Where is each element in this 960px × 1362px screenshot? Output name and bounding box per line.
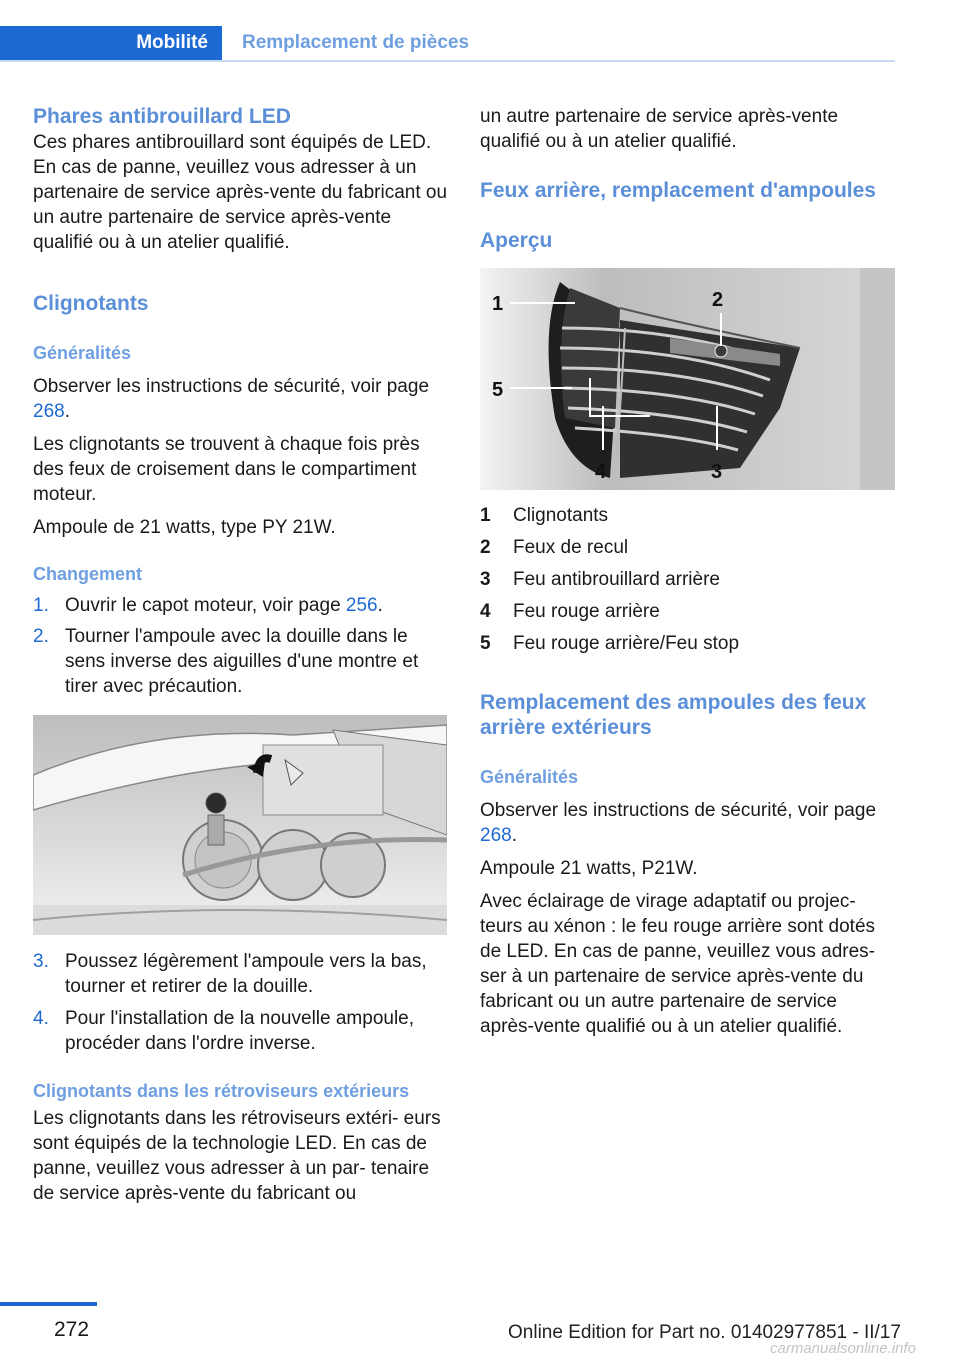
observer-text: Observer les instructions de sécurité, voir page bbox=[33, 376, 430, 397]
figure-label-4: 4 bbox=[595, 461, 607, 483]
legend-text: Feu rouge arrière/Feu stop bbox=[513, 633, 740, 654]
heading-generalites-2: Généralités bbox=[480, 767, 579, 787]
step-period: . bbox=[377, 595, 383, 616]
heading-apercu: Aperçu bbox=[480, 229, 553, 252]
step-text: Pour l'installation de la nouvelle ampoule, procéder dans l'ordre inverse. bbox=[65, 1008, 415, 1054]
figure-label-5: 5 bbox=[492, 379, 504, 401]
engine-bay-illustration bbox=[33, 715, 447, 935]
watermark: carmanualsonline.info bbox=[770, 1340, 916, 1357]
heading-phares-antibrouillard: Phares antibrouillard LED bbox=[33, 105, 291, 128]
step-3 bbox=[33, 949, 449, 999]
paragraph-eclairage: Avec éclairage de virage adaptatif ou projec- teurs au xénon : le feu rouge arrière sont dotés de LED. En cas de panne, veuillez vous adres- ser à un partenaire de service après-vente du fabricant ou un autre partenaire de service après-vente qualifié ou à un atelier qualifié. bbox=[480, 891, 876, 1037]
heading-generalites: Généralités bbox=[33, 343, 132, 363]
page-link-268[interactable]: 268 bbox=[33, 401, 65, 422]
tab-remplacement-de-pieces[interactable]: Remplacement de pièces bbox=[242, 32, 470, 53]
figure-label-3: 3 bbox=[711, 461, 723, 483]
step-text: Tourner l'ampoule avec la douille dans le sens inverse des aiguilles d'une montre et tirer avec précaution. bbox=[65, 626, 419, 697]
observer-period: . bbox=[511, 825, 517, 846]
tail-light-illustration bbox=[480, 268, 895, 490]
step-text: Poussez légèrement l'ampoule vers la bas, tourner et retirer de la douille. bbox=[65, 951, 427, 997]
legend-text: Feu rouge arrière bbox=[513, 601, 660, 622]
legend-number: 3 bbox=[480, 569, 491, 590]
steps-list bbox=[33, 593, 449, 699]
paragraph-ampoule: Ampoule de 21 watts, type PY 21W. bbox=[33, 517, 336, 538]
header-divider bbox=[0, 60, 895, 62]
figure-label-1: 1 bbox=[492, 293, 504, 315]
heading-remplacement-ampoules: Remplacement des ampoules des feux arrière extérieurs bbox=[480, 691, 867, 739]
page-link-256[interactable]: 256 bbox=[345, 595, 378, 616]
legend-number: 5 bbox=[480, 633, 491, 654]
observer-period: . bbox=[64, 401, 70, 422]
tab-mobilite[interactable]: Mobilité bbox=[0, 26, 222, 60]
footer-accent-line bbox=[0, 1302, 97, 1306]
step-4 bbox=[33, 1006, 449, 1056]
legend-item bbox=[480, 532, 896, 564]
steps-list-continued bbox=[33, 949, 449, 1056]
step-2 bbox=[33, 624, 449, 699]
legend-item bbox=[480, 500, 896, 532]
observer-text: Observer les instructions de sécurité, voir page bbox=[480, 800, 877, 821]
legend-item bbox=[480, 628, 896, 660]
step-1 bbox=[33, 593, 449, 618]
page-number: 272 bbox=[54, 1318, 90, 1341]
page-link-268[interactable]: 268 bbox=[480, 825, 512, 846]
legend-text: Clignotants bbox=[513, 505, 609, 526]
paragraph-observer bbox=[33, 374, 449, 424]
heading-feux-arriere: Feux arrière, remplacement d'ampoules bbox=[480, 179, 876, 202]
step-number: 2. bbox=[33, 626, 49, 647]
footer-edition: Online Edition for Part no. 01402977851 - II/17 bbox=[508, 1322, 901, 1343]
step-number: 4. bbox=[33, 1008, 49, 1029]
paragraph-observer-2 bbox=[480, 798, 896, 848]
paragraph-phares: Ces phares antibrouillard sont équipés de LED. En cas de panne, veuillez vous adresser à un partenaire de service après-vente du fabricant ou un autre partenaire de service après-vente qualifié ou à un atelier qualifié. bbox=[33, 132, 448, 253]
paragraph-retroviseurs: Les clignotants dans les rétroviseurs extéri- eurs sont équipés de la technologie LED. En cas de panne, veuillez vous adresser à un par- tenaire de service après-vente du fabricant ou bbox=[33, 1108, 441, 1204]
legend-number: 2 bbox=[480, 537, 491, 558]
figure-legend bbox=[480, 500, 896, 660]
legend-number: 4 bbox=[480, 601, 491, 622]
paragraph-ampoule-p21w: Ampoule 21 watts, P21W. bbox=[480, 858, 698, 879]
paragraph-emplacement: Les clignotants se trouvent à chaque fois près des feux de croisement dans le compartiment moteur. bbox=[33, 434, 420, 505]
legend-item bbox=[480, 596, 896, 628]
legend-text: Feux de recul bbox=[513, 537, 629, 558]
step-number: 1. bbox=[33, 595, 49, 616]
step-text: Ouvrir le capot moteur, voir page bbox=[65, 595, 346, 616]
legend-number: 1 bbox=[480, 505, 491, 526]
figure-label-2: 2 bbox=[712, 289, 724, 311]
right-column bbox=[480, 104, 896, 1039]
heading-clignotants: Clignotants bbox=[33, 292, 149, 315]
heading-changement: Changement bbox=[33, 564, 143, 584]
paragraph-continued: un autre partenaire de service après-vente qualifié ou à un atelier qualifié. bbox=[480, 106, 839, 152]
heading-clignotants-retroviseurs: Clignotants dans les rétroviseurs extérieurs bbox=[33, 1081, 410, 1101]
legend-text: Feu antibrouillard arrière bbox=[513, 569, 720, 590]
legend-item bbox=[480, 564, 896, 596]
left-column bbox=[33, 104, 449, 1206]
step-number: 3. bbox=[33, 951, 49, 972]
